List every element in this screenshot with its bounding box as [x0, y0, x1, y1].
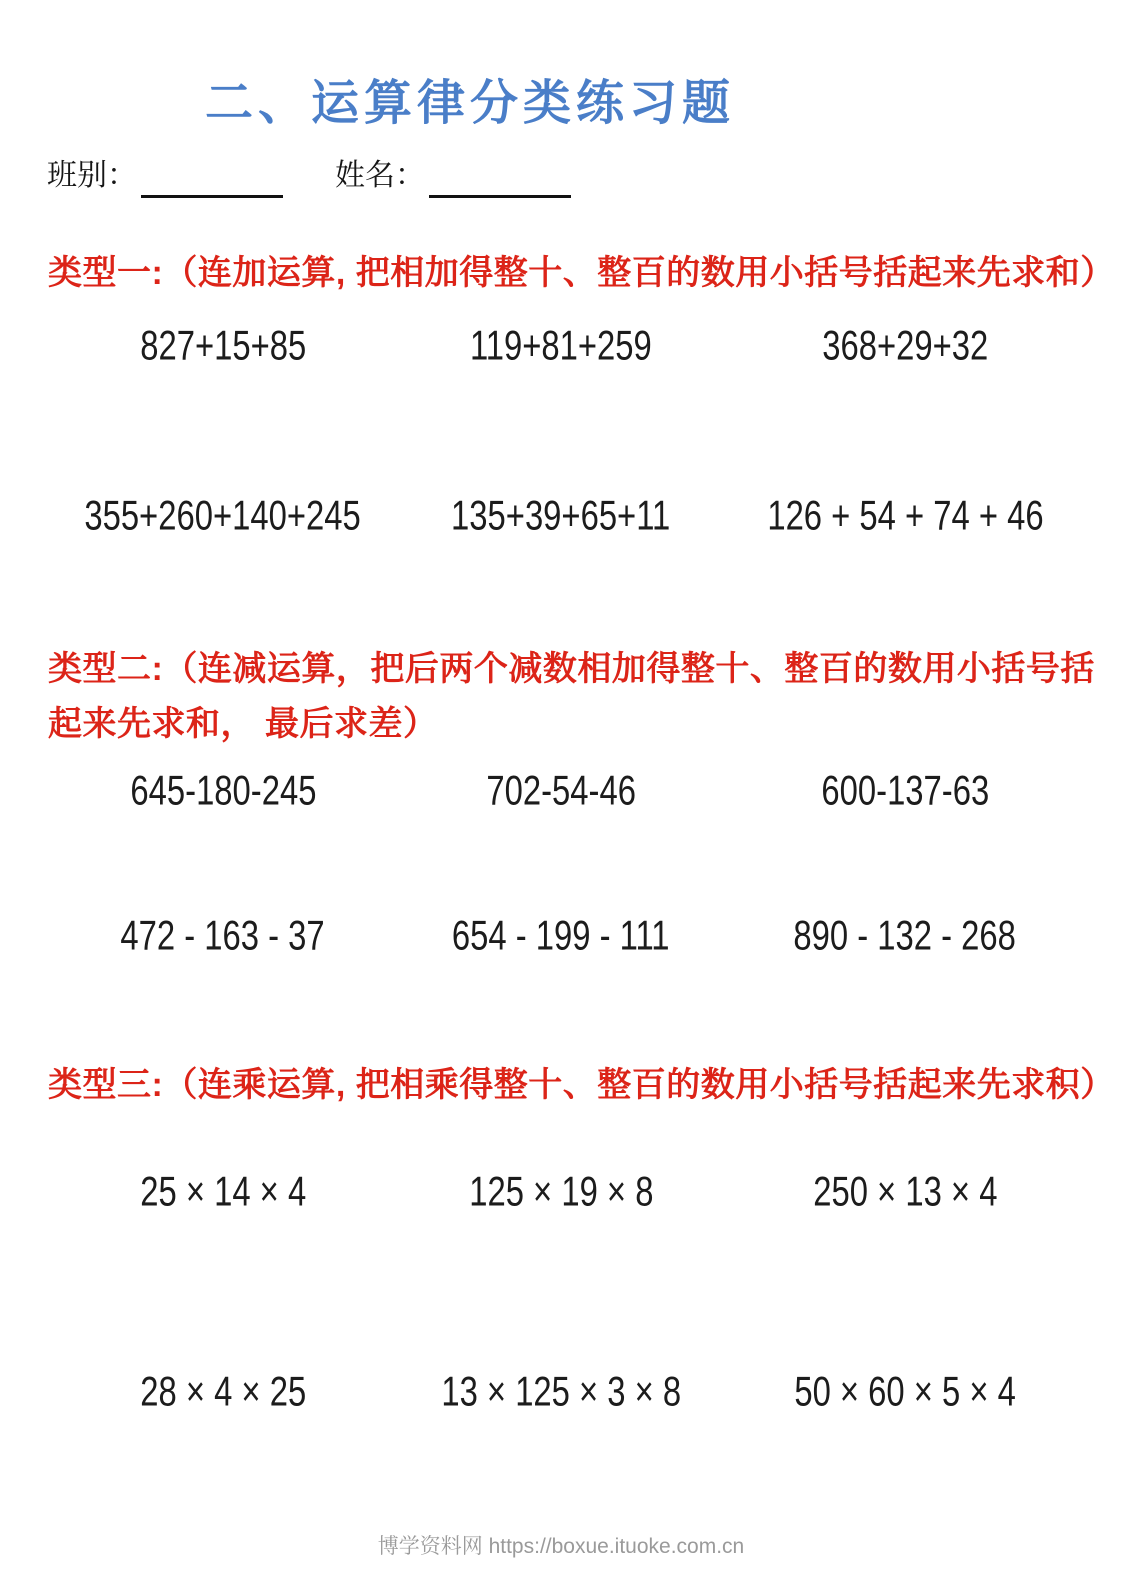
equation: 890 - 132 - 268 — [793, 912, 1017, 959]
section-1-problem-row-2 — [0, 492, 1122, 540]
equation: 827+15+85 — [139, 322, 306, 369]
problem-cell — [427, 492, 694, 540]
problem-cell — [122, 1168, 324, 1216]
section-2-heading: 类型二:（连减运算，把后两个减数相加得整十、整百的数用小括号括起来先求和， 最后求差） — [48, 650, 1095, 744]
problem-cell — [804, 322, 1006, 370]
equation: 119+81+259 — [470, 322, 652, 369]
equation: 13 × 125 × 3 × 8 — [441, 1368, 681, 1415]
problem-cell — [803, 767, 1008, 815]
name-blank-line — [429, 157, 571, 198]
equation: 250 × 13 × 4 — [812, 1168, 998, 1215]
page-title: 二、运算律分类练习题 — [205, 77, 736, 130]
section-2-problem-row-2 — [0, 912, 1122, 960]
class-label: 班别： — [47, 159, 137, 192]
problem-cell — [54, 492, 391, 540]
equation: 368+29+32 — [821, 322, 988, 369]
problem-cell — [428, 912, 693, 960]
equation: 135+39+65+11 — [451, 492, 671, 539]
section-1-heading: 类型一:（连加运算, 把相加得整十、整百的数用小括号括起来先求和） — [48, 254, 1115, 292]
equation: 25 × 14 × 4 — [140, 1168, 306, 1215]
problem-cell — [769, 912, 1040, 960]
equation: 50 × 60 × 5 × 4 — [794, 1368, 1016, 1415]
problem-cell — [450, 322, 672, 370]
section-3-problem-row-2 — [0, 1368, 1122, 1416]
equation: 472 - 163 - 37 — [120, 912, 326, 959]
equation: 125 × 19 × 8 — [468, 1168, 654, 1215]
equation: 600-137-63 — [821, 767, 989, 814]
problem-cell — [470, 767, 652, 815]
equation: 355+260+140+245 — [84, 492, 362, 539]
problem-cell — [98, 912, 347, 960]
problem-cell — [415, 1368, 707, 1416]
problem-cell — [449, 1168, 674, 1216]
section-3-problem-row-1 — [0, 1168, 1122, 1216]
problem-cell — [737, 492, 1074, 540]
problem-cell — [793, 1168, 1018, 1216]
equation: 645-180-245 — [129, 767, 317, 814]
equation: 702-54-46 — [486, 767, 636, 814]
problem-cell — [110, 767, 337, 815]
equation: 126 + 54 + 74 + 46 — [766, 492, 1044, 539]
problem-cell — [122, 1368, 324, 1416]
class-blank-line — [141, 157, 283, 198]
name-label: 姓名： — [335, 159, 425, 192]
problem-cell — [122, 322, 324, 370]
problem-cell — [770, 1368, 1040, 1416]
section-2-problem-row-1 — [0, 767, 1122, 815]
equation: 28 × 4 × 25 — [140, 1368, 306, 1415]
section-1-problem-row-1 — [0, 322, 1122, 370]
section-3-heading: 类型三:（连乘运算, 把相乘得整十、整百的数用小括号括起来先求积） — [48, 1066, 1115, 1104]
equation: 654 - 199 - 111 — [452, 912, 670, 959]
student-info-line — [47, 150, 571, 198]
site-watermark: 博学资料网 https://boxue.ituoke.com.cn — [377, 1535, 745, 1558]
